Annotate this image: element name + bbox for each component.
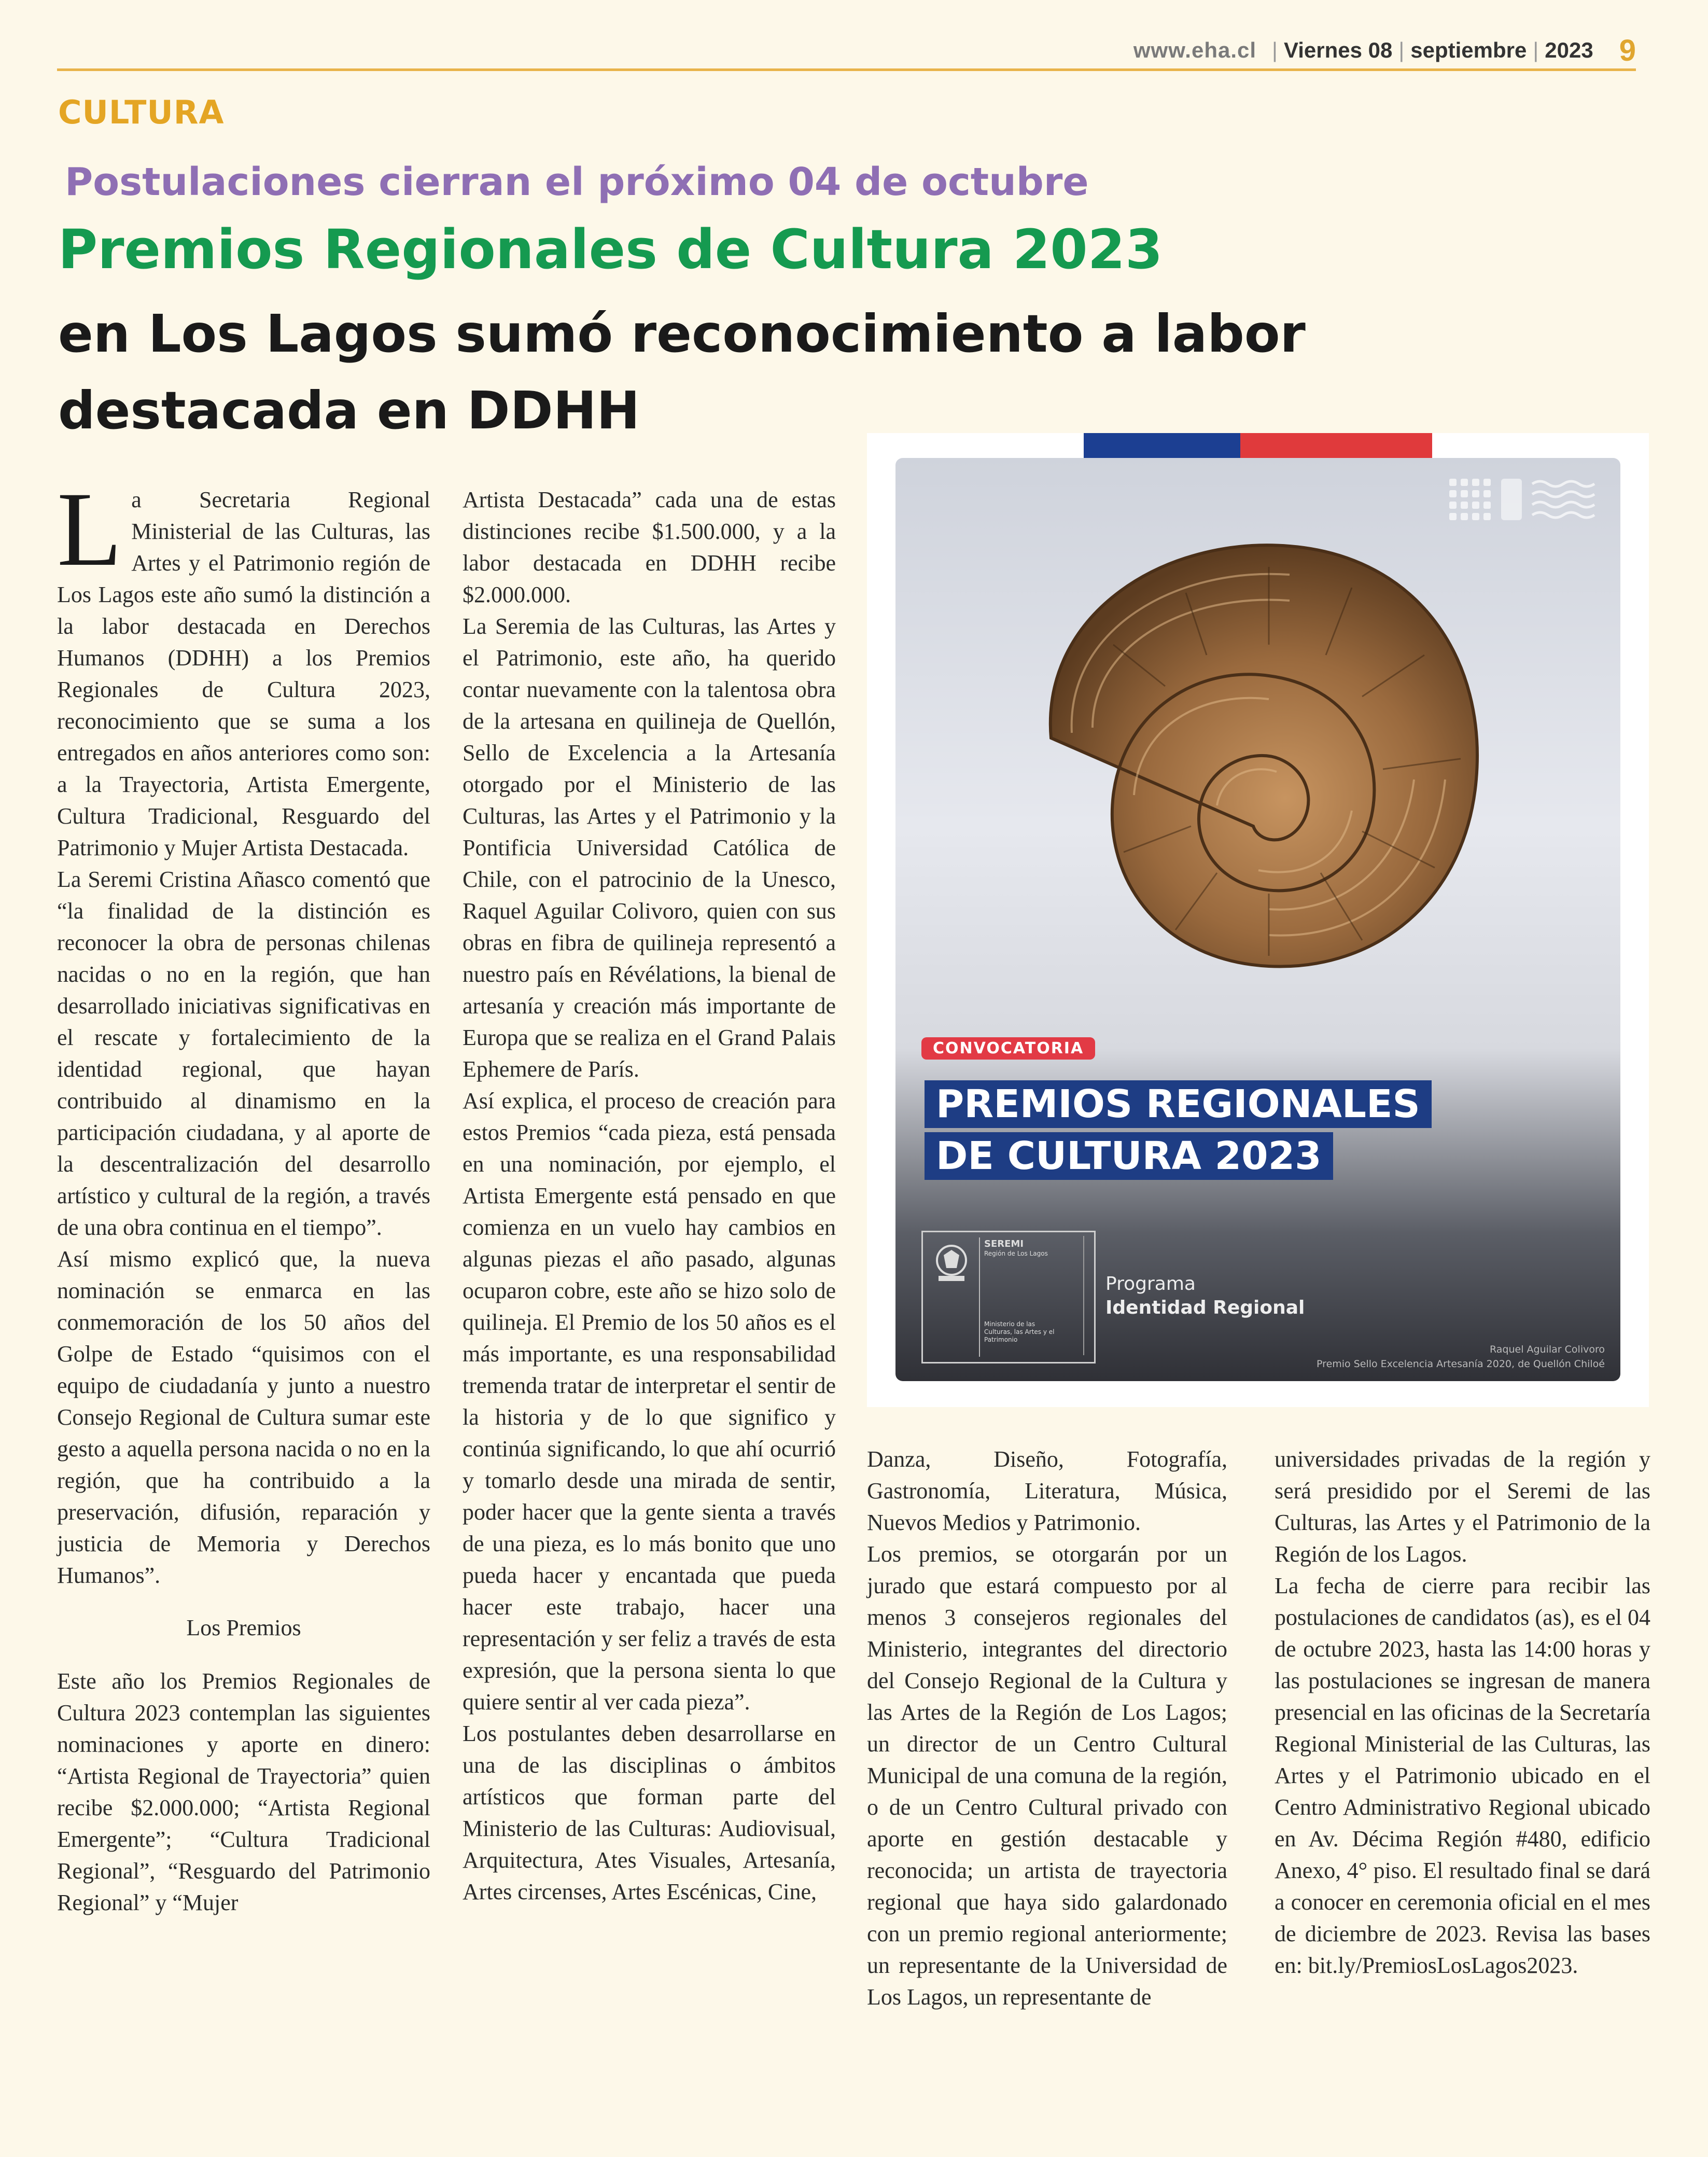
article-paragraph: La Seremia de las Culturas, las Artes y el Patrimonio, este año, ha querido contar nuevamente con la talentosa obra de la artesana en quilineja de Quellón, Sello de Excelencia a la Artesanía otorgado por el Ministerio de las Culturas, las Artes y el Patrimonio y la Pontificia Universidad Católica de Chile, con el patrocinio de la Unesco, Raquel Aguilar Colivoro, quien con sus obras en fibra de quilineja representó a nuestro país en Révélations, la bienal de artesanía y creación más importante de Europa que se realiza en el Grand Palais Ephemere de París. xyxy=(463,614,836,1082)
header-separator: | xyxy=(1272,38,1278,62)
convocatoria-badge: CONVOCATORIA xyxy=(921,1037,1095,1060)
program-block xyxy=(1105,1272,1305,1320)
article-column-4 xyxy=(1275,1443,1650,1981)
header-separator: | xyxy=(1533,38,1539,62)
seremi-title: SEREMI xyxy=(984,1238,1024,1249)
article-paragraph: La fecha de cierre para recibir las postulaciones de candidatos (as), es el 04 de octubre 2023, hasta las 14:00 horas y las postulaciones se ingresan de manera presencial en las oficinas de la Secretaría Regional Ministerial de las Culturas, las Artes y el Patrimonio ubicado en el Centro Administrativo Regional ubicado en Av. Décima Región #480, edificio Anexo, 4° piso. El resultado final se dará a conocer en ceremonia oficial en el mes de diciembre de 2023. Revisa las bases en: bit.ly/PremiosLosLagos2023. xyxy=(1275,1573,1650,1978)
program-name: Identidad Regional xyxy=(1105,1297,1305,1318)
poster-title-line-2: DE CULTURA 2023 xyxy=(925,1132,1333,1180)
headline-secondary: en Los Lagos sumó reconocimiento a labor destacada en DDHH xyxy=(58,303,1306,441)
header-year: 2023 xyxy=(1545,38,1593,62)
seremi-logo xyxy=(921,1231,1096,1363)
section-label: CULTURA xyxy=(58,93,225,131)
program-label: Programa xyxy=(1105,1273,1196,1295)
article-paragraph: Los postulantes deben desarrollarse en una de las disciplinas o ámbitos artísticos que forman parte del Ministerio de las Culturas: Audiovisual, Arquitectura, Ates Visuales, Artesanía, Artes circenses, Artes Escénicas, Cine, xyxy=(463,1721,836,1904)
article-paragraph: Artista Destacada” cada una de estas distinciones recibe $1.500.000, y a la labor destacada en DDHH recibe $2.000.000. xyxy=(463,487,836,607)
header-month: septiembre xyxy=(1410,38,1527,62)
article-paragraph: Así mismo explicó que, la nueva nominación se enmarca en las conmemoración de los 50 años del Golpe de Estado “quisimos con el equipo de ciudadanía y junto a nuestro Consejo Regional de Cultura sumar este gesto a aquella persona nacida o no en la región, que ha contribuido a la preservación, difusión, reparación y justicia de Memoria y Derechos Humanos”. xyxy=(57,1246,430,1588)
flag-stripe-red xyxy=(1240,433,1432,459)
poster-image xyxy=(867,433,1649,1407)
article-column-3 xyxy=(867,1443,1227,2013)
woven-shell-illustration xyxy=(895,489,1620,1060)
poster-title-line-1: PREMIOS REGIONALES xyxy=(925,1080,1432,1128)
page-number: 9 xyxy=(1619,33,1636,67)
poster-panel xyxy=(895,458,1620,1381)
article-paragraph: Así explica, el proceso de creación para estos Premios “cada pieza, está pensada en una nominación, por ejemplo, el Artista Emergente está pensado en que comienza en un vuelo hay cambios en algunas piezas el año pasado, algunas ocuparon cobre, este año se hizo solo de quilineja. El Premio de los 50 años es el más importante, es una responsabilidad tremenda tratar de interpretar el sentir de la historia y de lo que significo y continúa significando, lo que ahí ocurrió y tomarlo desde una mirada de sentir, poder hacer que la gente sienta a través de una pieza, es lo más bonito que uno pueda hacer y encantada que pueda hacer este trabajo, hacer una representación y ser feliz a través de esta expresión, que la persona sienta lo que quiere sentir al ver cada pieza”. xyxy=(463,1088,836,1715)
article-paragraph: La Seremi Cristina Añasco comentó que “la finalidad de la distinción es reconocer la obra de personas chilenas nacidas o no en la región, que han desarrollado iniciativas significativas en el rescate y fortalecimiento de la identidad regional, que hayan contribuido al dinamismo en la participación ciudadana, y al aporte de la descentralización del desarrollo artístico y cultural de la región, a través de una obra continua en el tiempo”. xyxy=(57,867,430,1240)
credit-award: Premio Sello Excelencia Artesanía 2020, de Quellón Chiloé xyxy=(1317,1358,1605,1370)
article-paragraph: Danza, Diseño, Fotografía, Gastronomía, Literatura, Música, Nuevos Medios y Patrimonio. xyxy=(867,1446,1227,1535)
drop-cap: L xyxy=(57,470,122,588)
headline-primary: Premios Regionales de Cultura 2023 xyxy=(58,218,1163,281)
header-day: Viernes 08 xyxy=(1283,38,1393,62)
credit-artist: Raquel Aguilar Colivoro xyxy=(1489,1344,1605,1355)
coat-of-arms-icon xyxy=(928,1240,975,1286)
seremi-region: Región de Los Lagos xyxy=(984,1250,1048,1257)
article-column-2 xyxy=(463,484,836,1908)
header-separator: | xyxy=(1398,38,1405,62)
kicker: Postulaciones cierran el próximo 04 de octubre xyxy=(65,160,1089,204)
article-paragraph: Este año los Premios Regionales de Cultura 2023 contemplan las siguientes nominaciones y aporte en dinero: “Artista Regional de Trayectoria” quien recibe $2.000.000; “Artista Regional Emergente”; “Cultura Tradicional Regional”, “Resguardo del Patrimonio Regional” y “Mujer xyxy=(57,1668,430,1915)
site-url[interactable]: www.eha.cl xyxy=(1133,38,1257,62)
page-header xyxy=(57,32,1636,71)
article-column-1 xyxy=(57,470,430,1918)
seremi-ministry: Ministerio de las Culturas, las Artes y el Patrimonio xyxy=(984,1320,1055,1343)
article-paragraph: universidades privadas de la región y será presidido por el Seremi de las Culturas, las Artes y el Patrimonio de la Región de los Lagos. xyxy=(1275,1446,1650,1567)
flag-stripe-blue xyxy=(1084,433,1240,459)
paragraph-text: a Secretaria Regional Ministerial de las Culturas, las Artes y el Patrimonio región de Los Lagos este año sumó la distinción a la labor destacada en Derechos Humanos (DDHH) a los Premios Regionales de Cultura 2023, reconocimiento que se suma a los entregados en años anteriores como son: a la Trayectoria, Artista Emergente, Cultura Tradicional, Resguardo del Patrimonio y Mujer Artista Destacada. xyxy=(57,487,430,860)
subheading: Los Premios xyxy=(186,1615,301,1640)
photo-credit xyxy=(1317,1342,1605,1371)
program-divider xyxy=(1083,1236,1084,1355)
logo-divider xyxy=(979,1237,980,1357)
article-paragraph: Los premios, se otorgarán por un jurado que estará compuesto por al menos 3 consejeros regionales del Ministerio, integrantes del directorio del Consejo Regional de la Cultura y las Artes de la Región de Los Lagos; un director de un Centro Cultural Municipal de una comuna de la región, o de un Centro Cultural privado con aporte en gestión destacable y reconocida; un artista de trayectoria regional que haya sido galardonado con un premio regional anteriormente; un representante de la Universidad de Los Lagos, un representante de xyxy=(867,1541,1227,2010)
article-paragraph xyxy=(57,470,430,864)
